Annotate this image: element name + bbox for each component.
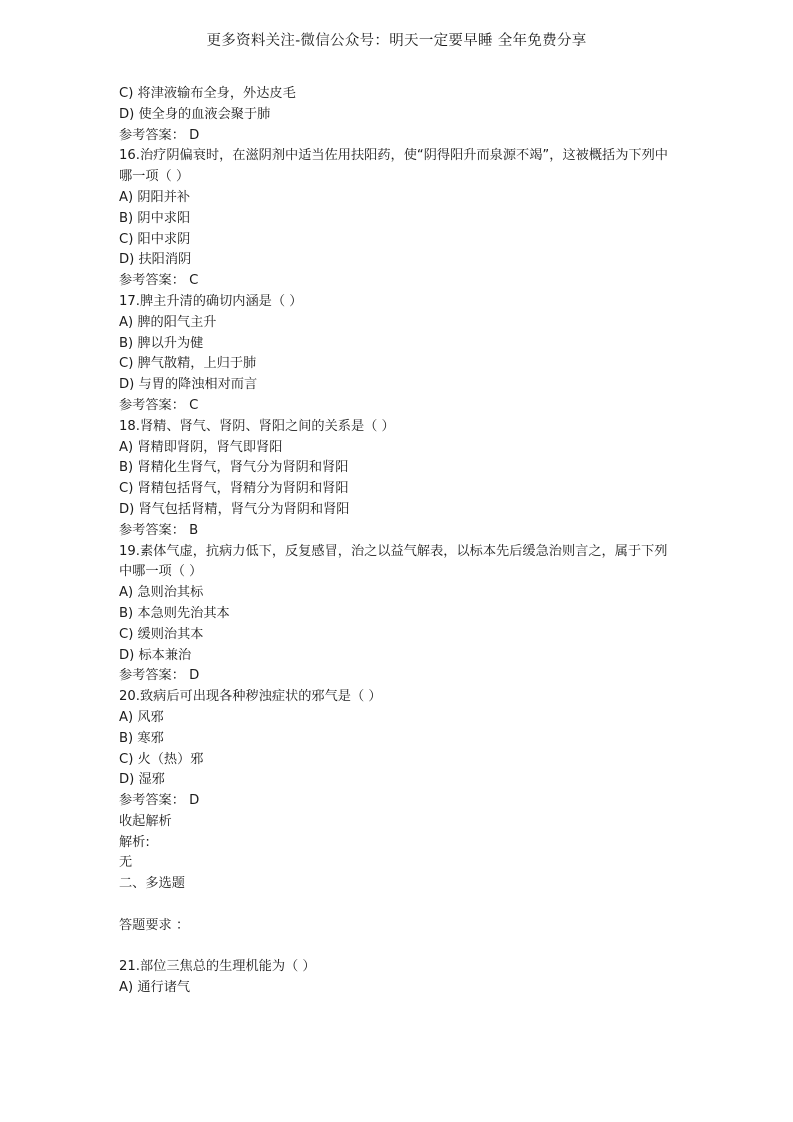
- option-text: A) 通行诸气: [119, 980, 191, 996]
- option-text: C) 火（热）邪: [119, 751, 204, 767]
- option-text: B) 脾以升为健: [119, 335, 204, 351]
- option-text: D) 扶阳消阴: [119, 252, 192, 268]
- option-text: D) 湿邪: [119, 772, 165, 788]
- answer-text: 参考答案： D: [119, 668, 200, 684]
- question-stem: 21.部位三焦总的生理机能为（ ）: [119, 959, 316, 975]
- answer-text: 参考答案： B: [119, 522, 199, 538]
- answer-requirement: 答题要求 ：: [119, 917, 190, 933]
- answer-text: 参考答案： C: [119, 397, 199, 413]
- option-text: C) 脾气散精，上归于肺: [119, 356, 257, 372]
- spacer: [119, 937, 679, 958]
- option-text: C) 阳中求阴: [119, 231, 191, 247]
- answer-text: 参考答案： C: [119, 273, 199, 289]
- option-text: C) 肾精包括肾气，肾精分为肾阴和肾阳: [119, 481, 349, 497]
- option-text: A) 脾的阳气主升: [119, 314, 217, 330]
- document-body: [119, 84, 679, 999]
- question-stem: 17.脾主升清的确切内涵是（ ）: [119, 293, 303, 309]
- option-text: A) 肾精即肾阴，肾气即肾阳: [119, 439, 283, 455]
- page-header: 更多资料关注-微信公众号：明天一定要早睡 全年免费分享: [206, 33, 587, 49]
- option-text: A) 风邪: [119, 709, 164, 725]
- analysis-label: 解析:: [119, 834, 150, 850]
- option-text: B) 寒邪: [119, 730, 164, 746]
- option-text: A) 阴阳并补: [119, 189, 191, 205]
- collapse-analysis-link[interactable]: 收起解析: [119, 813, 172, 829]
- option-text: A) 急则治其标: [119, 585, 204, 601]
- option-text: D) 标本兼治: [119, 647, 192, 663]
- option-text: D) 与胃的降浊相对而言: [119, 377, 258, 393]
- section-title: 二、多选题: [119, 876, 185, 892]
- option-text: C) 将津液输布全身，外达皮毛: [119, 86, 296, 101]
- option-text: D) 使全身的血液会聚于肺: [119, 106, 271, 122]
- analysis-value: 无: [119, 855, 133, 871]
- option-text: C) 缓则治其本: [119, 626, 204, 642]
- answer-text: 参考答案： D: [119, 793, 200, 809]
- option-text: B) 肾精化生肾气，肾气分为肾阴和肾阳: [119, 460, 349, 476]
- question-stem: 16.治疗阴偏衰时，在滋阴剂中适当佐用扶阳药，使“阴得阳升而泉源不竭”，这被概括为下列中哪一项（ ）: [119, 148, 668, 185]
- option-text: B) 本急则先治其本: [119, 605, 230, 621]
- spacer: [119, 895, 679, 916]
- option-text: B) 阴中求阳: [119, 210, 191, 226]
- question-stem: 18.肾精、肾气、肾阴、肾阳之间的关系是（ ）: [119, 418, 395, 434]
- answer-text: 参考答案： D: [119, 127, 200, 143]
- question-stem: 20.致病后可出现各种秽浊症状的邪气是（ ）: [119, 689, 382, 705]
- question-stem: 19.素体气虚，抗病力低下，反复感冒，治之以益气解表，以标本先后缓急治则言之，属于下列中哪一项（ ）: [119, 543, 668, 580]
- option-text: D) 肾气包括肾精，肾气分为肾阴和肾阳: [119, 501, 350, 517]
